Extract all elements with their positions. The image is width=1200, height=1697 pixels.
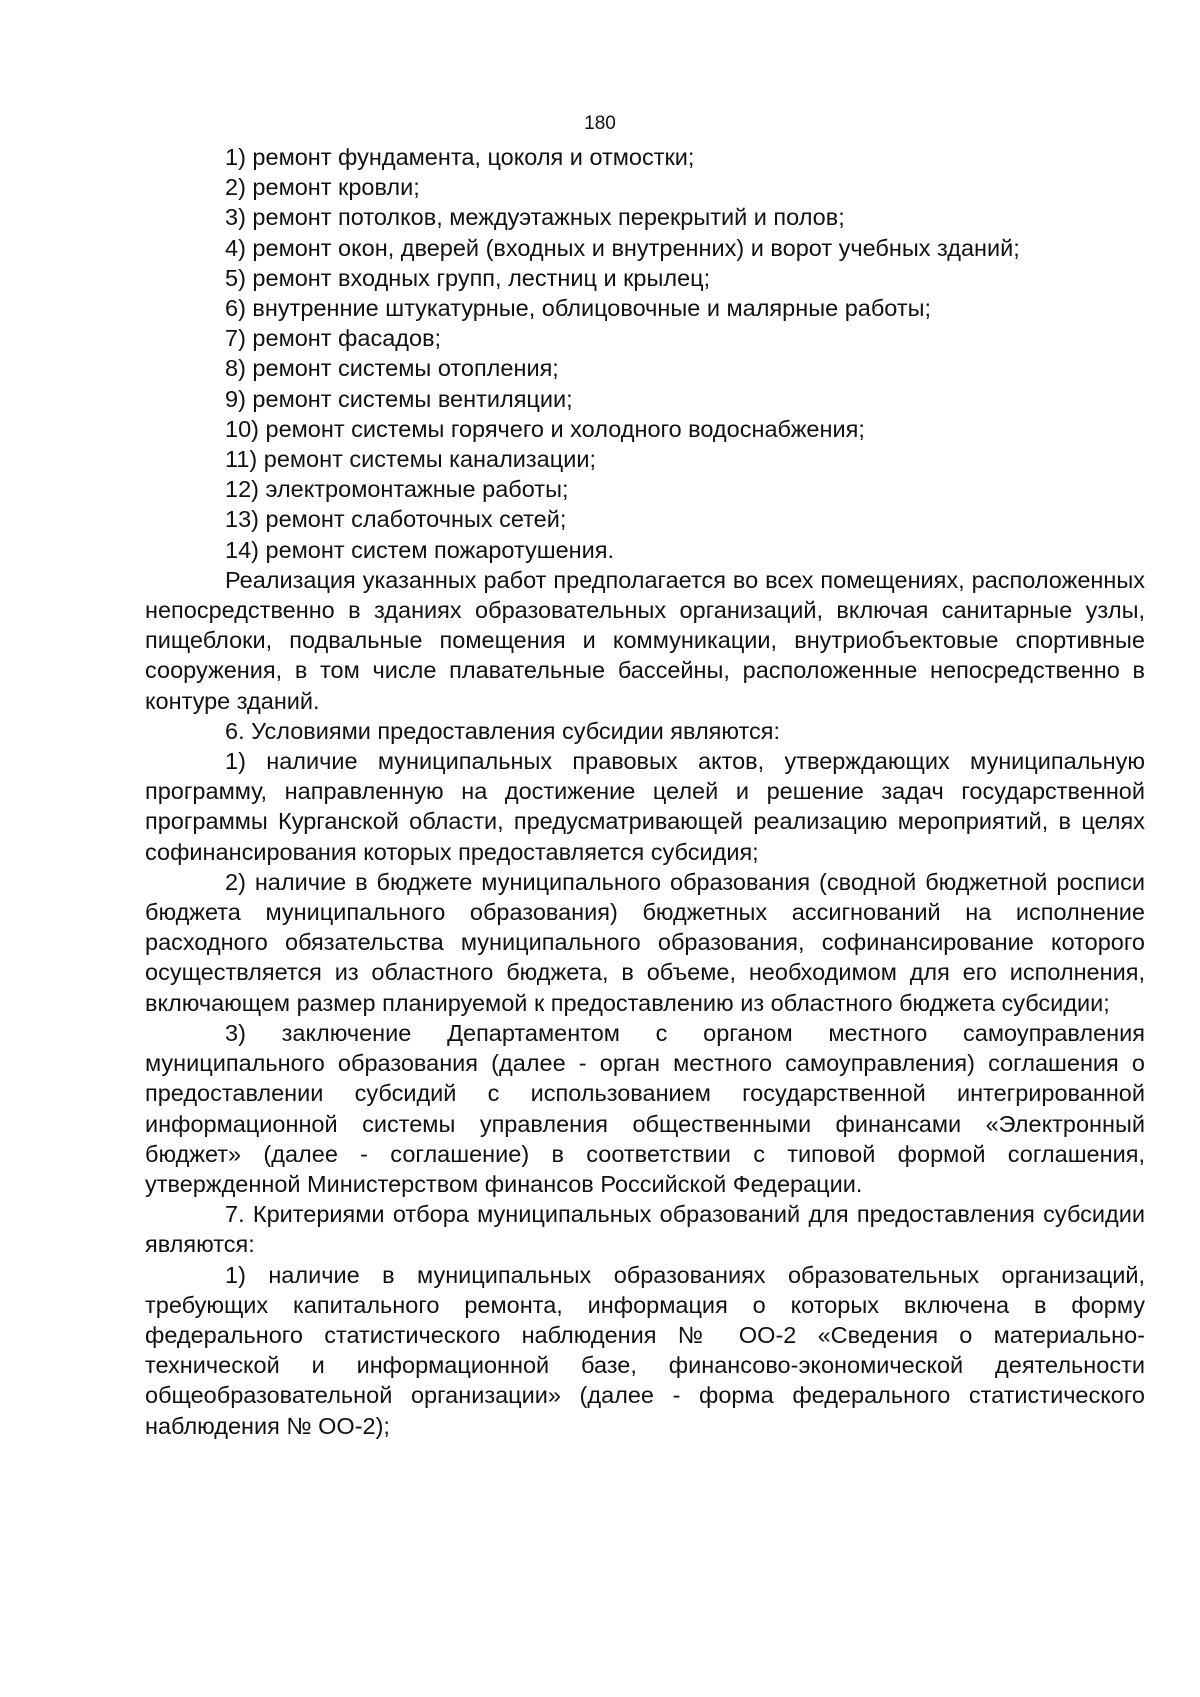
list-item: 3) ремонт потолков, междуэтажных перекрытий и полов; [225,204,845,231]
page-number: 180 [584,113,616,134]
paragraph-condition-2: 2) наличие в бюджете муниципального образования (сводной бюджетной росписи бюджета муниципального образования) бюджетных ассигнований на исполнение расходного обязательства муниципального образования, софинансирование которого осуществляется из областного бюджета, в объеме, необходимом для его исполнения, включающем размер планируемой к предоставлению из областного бюджета субсидии; [145,868,1145,1016]
paragraph-section-6-heading: 6. Условиями предоставления субсидии являются: [225,717,781,744]
list-item: 14) ремонт систем пожаротушения. [225,536,615,563]
paragraph-section-7-heading: 7. Критериями отбора муниципальных образований для предоставления субсидии являются: [145,1201,1145,1258]
paragraph-works-scope: Реализация указанных работ предполагается во всех помещениях, расположенных непосредственно в зданиях образовательных организаций, включая санитарные узлы, пищеблоки, подвальные помещения и коммуникации, внутриобъектовые спортивные сооружения, в том числе плавательные бассейны, расположенные непосредственно в контуре зданий. [145,566,1145,714]
list-item: 11) ремонт системы канализации; [225,446,596,473]
list-item: 9) ремонт системы вентиляции; [225,385,573,412]
list-item: 8) ремонт системы отопления; [225,355,559,382]
list-item: 2) ремонт кровли; [225,174,420,201]
list-item: 13) ремонт слаботочных сетей; [225,506,567,533]
list-item: 4) ремонт окон, дверей (входных и внутренних) и ворот учебных зданий; [225,234,1020,261]
paragraph-condition-1: 1) наличие муниципальных правовых актов, утверждающих муниципальную программу, направленную на достижение целей и решение задач государственной программы Курганской области, предусматривающей реализацию мероприятий, в целях софинансирования которых предоставляется субсидия; [145,748,1145,865]
list-item: 7) ремонт фасадов; [225,325,442,352]
list-item: 12) электромонтажные работы; [225,476,569,503]
paragraph-condition-3: 3) заключение Департаментом с органом местного самоуправления муниципального образования (далее - орган местного самоуправления) соглашения о предоставлении субсидий с использованием государственной интегрированной информационной системы управления общественными финансами «Электронный бюджет» (далее - соглашение) в соответствии с типовой формой соглашения, утвержденной Министерством финансов Российской Федерации. [145,1019,1145,1197]
document-body [145,142,1145,1441]
list-item: 6) внутренние штукатурные, облицовочные и малярные работы; [225,295,932,322]
list-item: 5) ремонт входных групп, лестниц и крылец; [225,264,711,291]
list-item: 1) ремонт фундамента, цоколя и отмостки; [225,144,695,170]
list-item: 10) ремонт системы горячего и холодного водоснабжения; [225,415,865,442]
paragraph-criterion-1: 1) наличие в муниципальных образованиях образовательных организаций, требующих капитального ремонта, информация о которых включена в форму федерального статистического наблюдения № ОО-2 «Сведения о материально-технической и информационной базе, финансово-экономической деятельности общеобразовательной организации» (далее - форма федерального статистического наблюдения № ОО-2); [145,1261,1145,1439]
